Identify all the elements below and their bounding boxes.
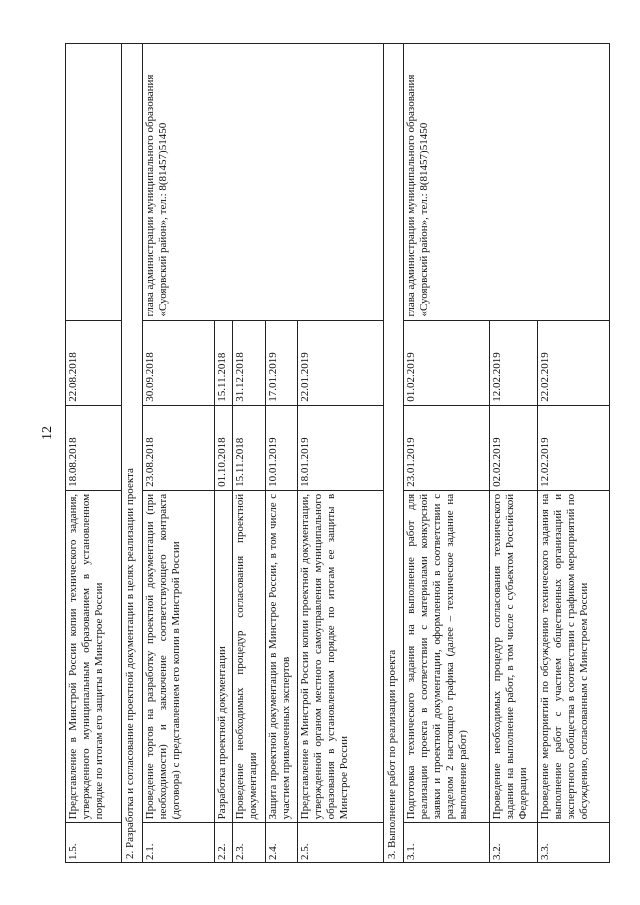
section-heading: 3. Выполнение работ по реализации проекта bbox=[384, 44, 404, 863]
row-number: 3.2. bbox=[490, 823, 537, 863]
start-date: 23.08.2018 bbox=[142, 405, 214, 490]
task-text: Защита проектной документации в Минстрое России, в том числе с участием привлеченных экспертов bbox=[265, 490, 298, 823]
end-date: 01.02.2019 bbox=[404, 320, 490, 405]
section-row bbox=[122, 44, 142, 863]
row-number: 2.2. bbox=[215, 823, 233, 863]
table-row bbox=[66, 44, 122, 863]
start-date: 18.08.2018 bbox=[66, 405, 122, 490]
start-date: 15.11.2018 bbox=[233, 405, 266, 490]
schedule-table bbox=[65, 43, 610, 863]
schedule-table-rotated bbox=[65, 43, 610, 863]
section-heading: 2. Разработка и согласование проектной документации в целях реализации проекта bbox=[122, 44, 142, 863]
start-date: 18.01.2019 bbox=[298, 405, 384, 490]
responsible-cell bbox=[66, 44, 122, 321]
row-number: 2.3. bbox=[233, 823, 266, 863]
end-date: 22.01.2019 bbox=[298, 320, 384, 405]
task-text: Разработка проектной документации bbox=[215, 490, 233, 823]
task-text: Проведение необходимых процедур согласования технического задания на выполнение работ, в том числе с субъектом Российской Федерации bbox=[490, 490, 537, 823]
row-number: 3.3. bbox=[537, 823, 609, 863]
responsible-cell: глава администрации муниципального образования «Суоярвский район», тел.: 8(81457)51450 bbox=[142, 44, 383, 321]
task-text: Представление в Минстрой России копии проектной документации, утвержденной органом местного самоуправления муниципального образования в установленном порядке по итогам ее защиты в Минстрое России bbox=[298, 490, 384, 823]
row-number: 2.4. bbox=[265, 823, 298, 863]
end-date: 22.08.2018 bbox=[66, 320, 122, 405]
start-date: 23.01.2019 bbox=[404, 405, 490, 490]
end-date: 17.01.2019 bbox=[265, 320, 298, 405]
task-text: Проведение мероприятий по обсуждению технического задания на выполнение работ с участием общественных организаций и экспертного сообщества в соответствии с графиком мероприятий по обсуждению, согласованным с Минстроем России bbox=[537, 490, 609, 823]
row-number: 2.1. bbox=[142, 823, 214, 863]
end-date: 30.09.2018 bbox=[142, 320, 214, 405]
row-number: 1.5. bbox=[66, 823, 122, 863]
task-text: Проведение необходимых процедур согласования проектной документации bbox=[233, 490, 266, 823]
task-text: Проведение торгов на разработку проектной документации (при необходимости) и заключение соответствующего контракта (договора) с представлением его копии в Минстрой России bbox=[142, 490, 214, 823]
page-number: 12 bbox=[40, 426, 55, 440]
task-text: Подготовка технического задания на выполнение работ для реализации проекта в соответствии с материалами конкурсной заявки и проектной документации, оформленной в соответствии с разделом 2 настоящего графика (далее – техническое задание на выполнение работ) bbox=[404, 490, 490, 823]
end-date: 15.11.2018 bbox=[215, 320, 233, 405]
row-number: 3.1. bbox=[404, 823, 490, 863]
start-date: 10.01.2019 bbox=[265, 405, 298, 490]
end-date: 12.02.2019 bbox=[490, 320, 537, 405]
start-date: 02.02.2019 bbox=[490, 405, 537, 490]
table-row bbox=[404, 44, 490, 863]
responsible-cell: глава администрации муниципального образования «Суоярвский район», тел.: 8(81457)51450 bbox=[404, 44, 610, 321]
row-number: 2.5. bbox=[298, 823, 384, 863]
table-row bbox=[142, 44, 214, 863]
start-date: 12.02.2019 bbox=[537, 405, 609, 490]
start-date: 01.10.2018 bbox=[215, 405, 233, 490]
end-date: 31.12.2018 bbox=[233, 320, 266, 405]
section-row bbox=[384, 44, 404, 863]
task-text: Представление в Минстрой России копии технического задания, утвержденного муниципальным образованием в установленном порядке по итогам его защиты в Минстрое России bbox=[66, 490, 122, 823]
end-date: 22.02.2019 bbox=[537, 320, 609, 405]
